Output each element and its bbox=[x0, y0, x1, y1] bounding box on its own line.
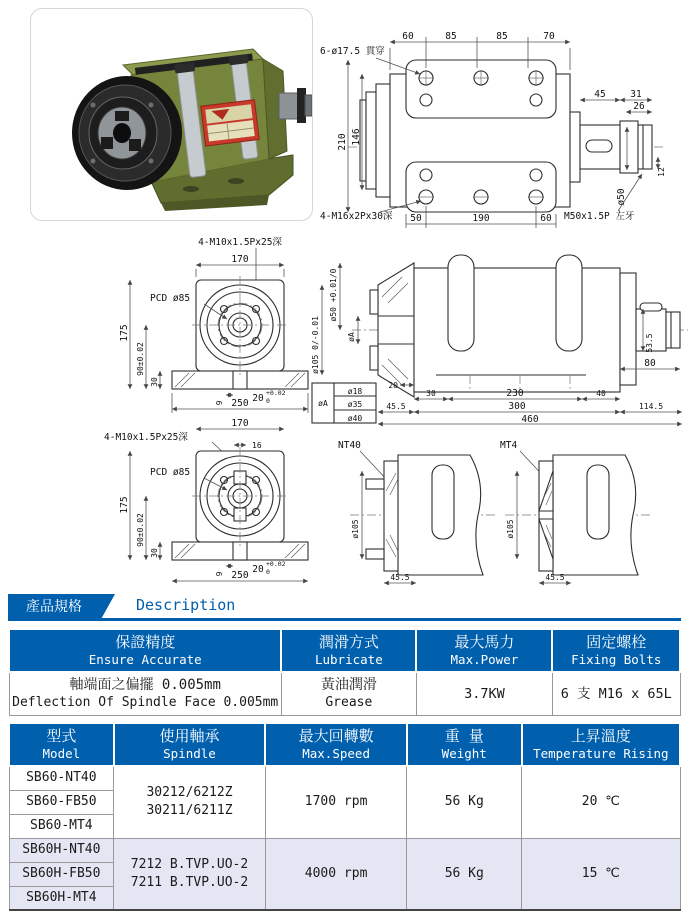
bore-table-label: øA bbox=[318, 399, 328, 408]
dim-label: 9 bbox=[215, 571, 224, 577]
table-row bbox=[9, 766, 680, 790]
col-header-max-speed: 最大回轉數 Max.Speed bbox=[265, 723, 407, 766]
dim-label: 26 bbox=[633, 101, 645, 112]
dim-label: 30 bbox=[150, 377, 159, 387]
dim-label: ø105 0/-0.01 bbox=[311, 316, 320, 374]
dim-label: 210 bbox=[337, 133, 348, 151]
spindle-shaft bbox=[279, 88, 312, 123]
col-header-weight: 重 量 Weight bbox=[407, 723, 522, 766]
model-cell: SB60-NT40 bbox=[9, 766, 114, 790]
model-cell: SB60H-NT40 bbox=[9, 838, 114, 862]
dim-tol-top: +0.02 bbox=[266, 560, 286, 568]
spindle-flange bbox=[72, 76, 182, 190]
col-header-lubricate: 潤滑方式 Lubricate bbox=[281, 629, 416, 672]
dim-tol-bot: 0 bbox=[266, 568, 270, 576]
detail-label: NT40 bbox=[338, 440, 361, 451]
dim-label: øA bbox=[347, 332, 356, 342]
dim-label: 60 bbox=[402, 31, 414, 42]
dim-label: 175 bbox=[119, 496, 130, 514]
top-elevation-drawing bbox=[318, 12, 689, 232]
tab-description[interactable] bbox=[136, 596, 235, 614]
weight-cell: 56 Kg bbox=[407, 838, 522, 910]
dim-label: 50 bbox=[410, 213, 422, 224]
hole-note: 6-ø17.5 貫穿 bbox=[320, 46, 385, 57]
section-header bbox=[8, 594, 681, 621]
col-header-max-power: 最大馬力 Max.Power bbox=[416, 629, 552, 672]
max-speed-cell: 1700 rpm bbox=[265, 766, 407, 838]
dim-label: 460 bbox=[521, 414, 539, 425]
dim-label: 16 bbox=[252, 441, 262, 450]
dim-label: 170 bbox=[231, 418, 249, 429]
dim-label: 20 bbox=[388, 381, 398, 390]
model-table bbox=[8, 722, 681, 911]
detail-view-nt40 bbox=[338, 440, 498, 583]
dim-label: 40 bbox=[596, 389, 606, 398]
dim-label: 190 bbox=[472, 213, 490, 224]
dim-label: 30 bbox=[150, 548, 159, 558]
model-cell: SB60H-FB50 bbox=[9, 862, 114, 886]
detail-label: MT4 bbox=[500, 440, 518, 451]
dim-label: 90±0.02 bbox=[136, 513, 145, 547]
dim-label: 45.5 bbox=[390, 573, 410, 582]
spindle-cell: 7212 B.TVP.UO-2 7211 B.TVP.UO-2 bbox=[114, 838, 266, 910]
dim-label: 53.5 bbox=[645, 333, 654, 353]
accuracy-cell: 軸端面之偏擺 0.005mm Deflection Of Spindle Face 0.005mm bbox=[9, 672, 281, 716]
dim-label: 90±0.02 bbox=[136, 342, 145, 376]
bore-option-table bbox=[312, 383, 376, 423]
pcd-label: PCD ø85 bbox=[150, 467, 191, 478]
dim-label: 250 bbox=[231, 570, 249, 581]
max-power-cell: 3.7KW bbox=[416, 672, 552, 716]
col-header-model: 型式 Model bbox=[9, 723, 114, 766]
tap-note: 4-M16x2Px30深 bbox=[320, 211, 393, 222]
dim-tol-bot: 0 bbox=[266, 397, 270, 405]
pcd-label: PCD ø85 bbox=[150, 293, 191, 304]
body-outline bbox=[360, 60, 652, 212]
dim-label: 31 bbox=[630, 89, 642, 100]
dim-label: 170 bbox=[231, 254, 249, 265]
dim-label: 45 bbox=[594, 89, 606, 100]
bore-option: ø40 bbox=[347, 414, 363, 423]
dim-label: ø105 bbox=[506, 519, 515, 539]
table-row bbox=[9, 838, 680, 862]
fixing-bolts-cell: 6 支 M16 x 65L bbox=[552, 672, 680, 716]
side-view bbox=[311, 255, 688, 425]
spindle-cell: 30212/6212Z 30211/6211Z bbox=[114, 766, 266, 838]
dim-label: 30 bbox=[426, 389, 436, 398]
col-header-spindle: 使用軸承 Spindle bbox=[114, 723, 266, 766]
model-cell: SB60-MT4 bbox=[9, 814, 114, 838]
model-cell: SB60H-MT4 bbox=[9, 886, 114, 910]
product-photo-image bbox=[31, 9, 313, 221]
bore-option: ø18 bbox=[347, 387, 363, 396]
temperature-cell: 20 ℃ bbox=[522, 766, 680, 838]
dim-label: ø50 bbox=[616, 188, 627, 206]
bore-option: ø35 bbox=[347, 400, 363, 409]
dim-label: 85 bbox=[445, 31, 457, 42]
dim-label: ø50 +0.01/0 bbox=[329, 268, 338, 322]
dim-label: 175 bbox=[119, 324, 130, 342]
weight-cell: 56 Kg bbox=[407, 766, 522, 838]
thread-note: M50x1.5P 左牙 bbox=[564, 211, 635, 222]
dim-label: 45.5 bbox=[545, 573, 565, 582]
dim-label: 85 bbox=[496, 31, 508, 42]
col-header-fixing-bolts: 固定螺栓 Fixing Bolts bbox=[552, 629, 680, 672]
dim-label: 20 bbox=[252, 393, 264, 404]
dim-label: 60 bbox=[540, 213, 552, 224]
name-plate-label bbox=[201, 100, 259, 146]
front-view-a bbox=[119, 237, 308, 413]
dim-label: 9 bbox=[215, 400, 224, 406]
product-photo-card bbox=[30, 8, 313, 221]
dim-label: 230 bbox=[506, 388, 524, 399]
dim-label: 114.5 bbox=[638, 402, 664, 411]
dim-label: 70 bbox=[543, 31, 555, 42]
tap-note: 4-M10x1.5Px25深 bbox=[104, 432, 188, 443]
col-header-temperature: 上昇溫度 Temperature Rising bbox=[522, 723, 680, 766]
spec-table bbox=[8, 628, 681, 716]
col-header-accuracy: 保證精度 Ensure Accurate bbox=[9, 629, 281, 672]
dim-tol-top: +0.02 bbox=[266, 389, 286, 397]
tap-note: 4-M10x1.5Px25深 bbox=[198, 237, 282, 248]
model-cell: SB60-FB50 bbox=[9, 790, 114, 814]
max-speed-cell: 4000 rpm bbox=[265, 838, 407, 910]
dim-label: 45.5 bbox=[386, 402, 406, 411]
middle-drawings bbox=[0, 233, 689, 591]
dim-label: 300 bbox=[508, 401, 526, 412]
tab-product-spec[interactable] bbox=[8, 594, 100, 621]
dim-label: 80 bbox=[644, 358, 656, 369]
lubricate-cell: 黃油潤滑 Grease bbox=[281, 672, 416, 716]
dim-label: 20 bbox=[252, 564, 264, 575]
temperature-cell: 15 ℃ bbox=[522, 838, 680, 910]
tab-description-label: Description bbox=[136, 596, 236, 614]
dim-label: ø105 bbox=[351, 519, 360, 539]
dim-label: 250 bbox=[231, 398, 249, 409]
dim-label: 12 bbox=[657, 167, 666, 177]
dim-label: 146 bbox=[351, 128, 362, 146]
tab-product-spec-label: 產品規格 bbox=[26, 599, 82, 615]
front-view-b bbox=[104, 418, 308, 581]
detail-view-mt4 bbox=[500, 440, 653, 583]
